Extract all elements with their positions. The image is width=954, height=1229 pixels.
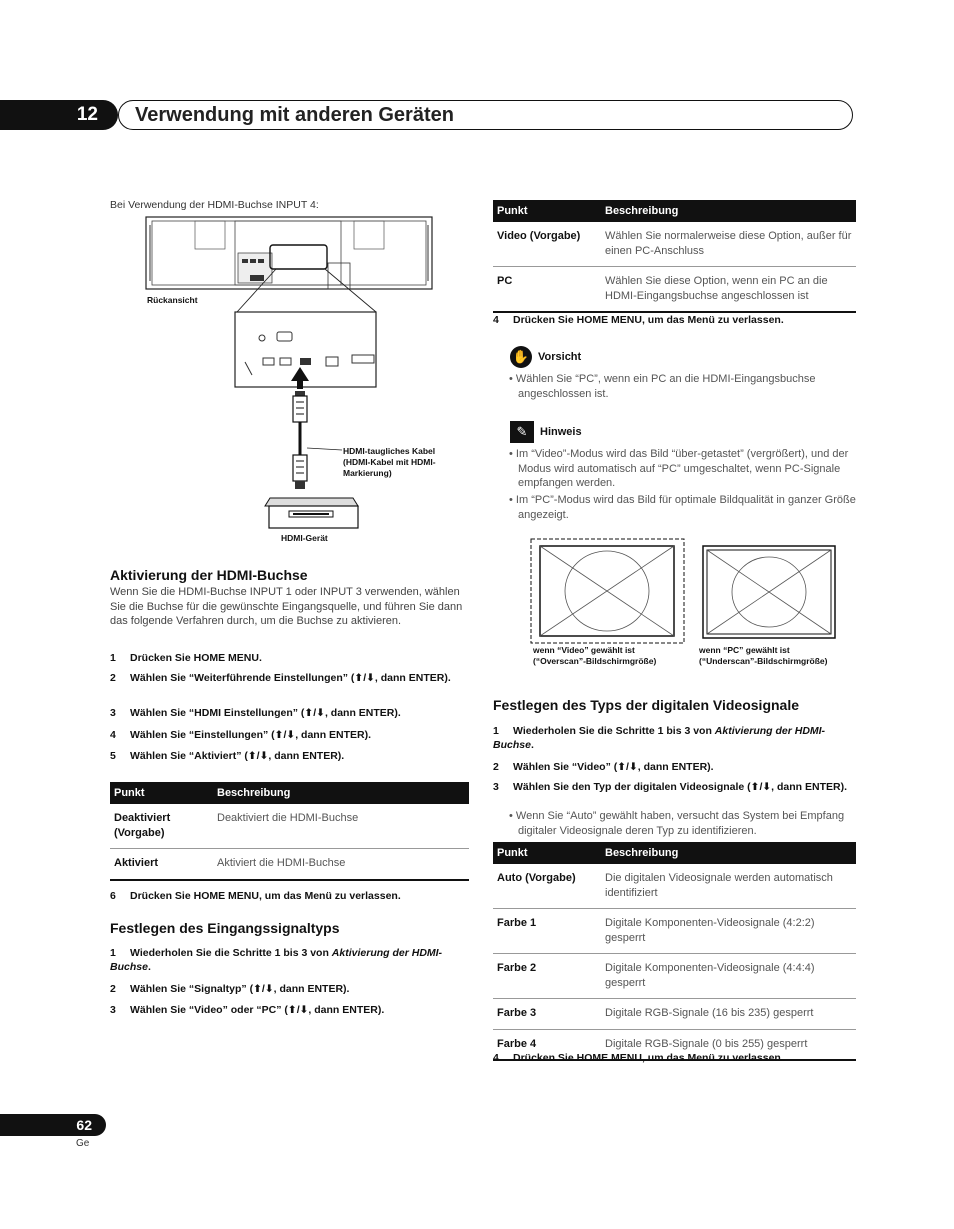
overscan-screen-diagram [530,538,690,648]
overscan-caption-line1: wenn “Video” gewählt ist [533,645,635,655]
overscan-caption-line2: (“Overscan”-Bildschirmgröße) [533,656,657,666]
language-code: Ge [76,1138,90,1149]
section-activate-hdmi-title: Aktivierung der HDMI-Buchse [110,567,308,583]
hdmi-activation-table [110,782,469,881]
table-row: Deaktiviert (Vorgabe) Deaktiviert die HDMI-Buchse [110,804,469,849]
col-beschreibung: Beschreibung [601,842,856,864]
note-bullet-2: • Im “PC”-Modus wird das Bild für optimale Bildqualität in ganzer Größe angezeigt. [509,494,856,521]
step-5: 5 Wählen Sie “Aktiviert” (⬆/⬇, dann ENTER). [110,750,345,762]
step-2: 2 Wählen Sie “Weiterführende Einstellungen” (⬆/⬇, dann ENTER). [110,672,451,684]
table-row: PC Wählen Sie diese Option, wenn ein PC an die HDMI-Eingangsbuchse angeschlossen ist [493,267,856,313]
caution-title: Vorsicht [538,351,582,363]
step-3: 3 Wählen Sie “HDMI Einstellungen” (⬆/⬇, dann ENTER). [110,707,401,719]
caution-bullet: • Wählen Sie “PC”, wenn ein PC an die HDMI-Eingangsbuchse angeschlossen ist. [509,373,816,400]
intro-text: Bei Verwendung der HDMI-Buchse INPUT 4: [110,199,319,211]
page-number: 62 [0,1114,106,1136]
step-6: 6 Drücken Sie HOME MENU, um das Menü zu verlassen. [110,890,401,902]
video-step-3-bullet: • Wenn Sie “Auto” gewählt haben, versucht das System bei Empfang digitaler Videosignale deren Typ zu identifizieren. [509,810,845,837]
step-4: 4 Wählen Sie “Einstellungen” (⬆/⬇, dann ENTER). [110,729,372,741]
cable-label-line3: Markierung) [343,468,392,478]
note-pencil-icon: ✎ [510,421,534,443]
section-digital-video-title: Festlegen des Typs der digitalen Videosignale [493,697,800,713]
table-row: Video (Vorgabe) Wählen Sie normalerweise diese Option, außer für einen PC-Anschluss [493,222,856,267]
rear-view-label: Rückansicht [147,295,198,305]
underscan-screen-diagram [702,545,837,640]
video-step-2: 2 Wählen Sie “Video” (⬆/⬇, dann ENTER). [493,761,714,773]
table-row: Farbe 2 Digitale Komponenten-Videosignale (4:4:4) gesperrt [493,954,856,999]
cable-label-line2: (HDMI-Kabel mit HDMI- [343,457,436,467]
overscan-caption [533,645,656,667]
underscan-caption-line1: wenn “PC” gewählt ist [699,645,790,655]
table-row: Auto (Vorgabe) Die digitalen Videosignale werden automatisch identifiziert [493,864,856,909]
col-punkt: Punkt [493,200,601,222]
video-step-3: 3 Wählen Sie den Typ der digitalen Videosignale (⬆/⬇, dann ENTER). [493,781,848,793]
digital-video-table [493,842,856,1061]
signal-step-2: 2 Wählen Sie “Signaltyp” (⬆/⬇, dann ENTER). [110,983,350,995]
caution-heading [510,346,581,368]
signal-step-1: 1 Wiederholen Sie die Schritte 1 bis 3 von Aktivierung der HDMI-Buchse. [110,947,443,973]
video-step-1: 1 Wiederholen Sie die Schritte 1 bis 3 von Aktivierung der HDMI-Buchse. [493,725,826,751]
hdmi-connection-diagram [140,215,440,545]
section-activate-hdmi-text: Wenn Sie die HDMI-Buchse INPUT 1 oder INPUT 3 verwenden, wählen Sie die Buchse für die gewünschte Eingangsquelle, und führen Sie dann das folgende Verfahren durch, um die Buchse zu aktivieren. [110,586,463,627]
signal-step-4: 4 Drücken Sie HOME MENU, um das Menü zu verlassen. [493,314,784,326]
chapter-number: 12 [0,100,118,130]
chapter-title [118,100,853,130]
caution-hand-icon: ✋ [510,346,532,368]
underscan-caption [699,645,827,667]
cable-label [343,446,436,479]
underscan-caption-line2: (“Underscan”-Bildschirmgröße) [699,656,828,666]
section-input-signal-title: Festlegen des Eingangssignaltyps [110,920,340,936]
chapter-title-text: Verwendung mit anderen Geräten [135,103,454,126]
col-punkt: Punkt [110,782,213,804]
signal-step-3: 3 Wählen Sie “Video” oder “PC” (⬆/⬇, dann ENTER). [110,1004,385,1016]
signal-type-table [493,200,856,313]
cable-label-line1: HDMI-taugliches Kabel [343,446,436,456]
table-row: Farbe 4 Digitale RGB-Signale (0 bis 255) gesperrt [493,1029,856,1060]
col-beschreibung: Beschreibung [213,782,469,804]
note-bullet-1: • Im “Video”-Modus wird das Bild “über-getastet” (vergrößert), und der Modus wird automatisch auf “PC” umgeschaltet, wenn PC-Signale empfangen werden. [509,448,849,489]
table-row: Farbe 1 Digitale Komponenten-Videosignale (4:2:2) gesperrt [493,909,856,954]
note-title: Hinweis [540,426,582,438]
table-row: Farbe 3 Digitale RGB-Signale (16 bis 235) gesperrt [493,999,856,1030]
hdmi-device-label: HDMI-Gerät [281,533,328,543]
video-step-4: 4 Drücken Sie HOME MENU, um das Menü zu verlassen. [493,1052,784,1064]
step-1: 1 Drücken Sie HOME MENU. [110,652,262,664]
col-beschreibung: Beschreibung [601,200,856,222]
note-heading [510,421,582,443]
col-punkt: Punkt [493,842,601,864]
table-row: Aktiviert Aktiviert die HDMI-Buchse [110,849,469,880]
